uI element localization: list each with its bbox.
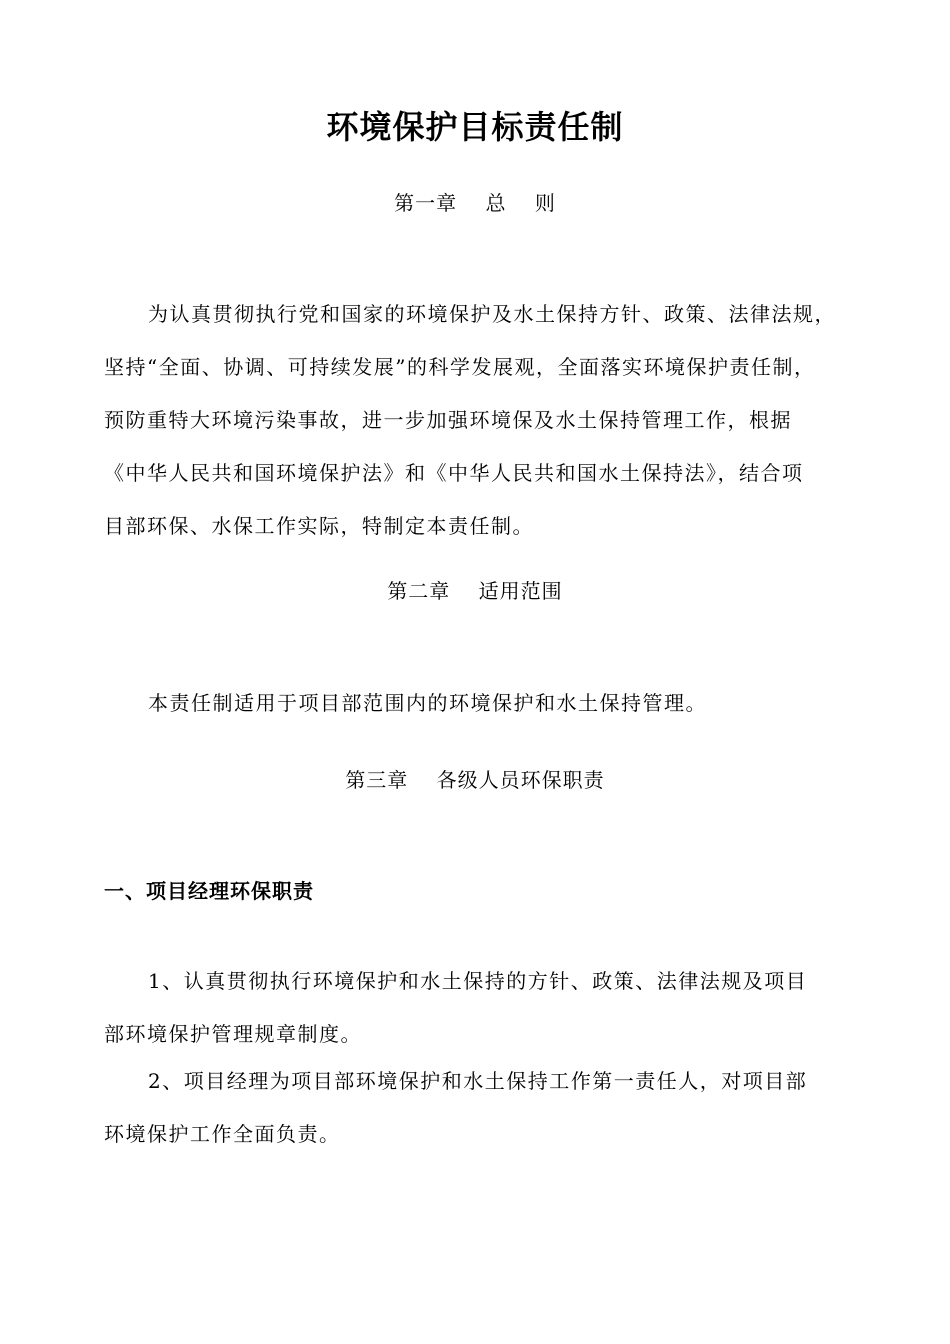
- paragraph-line: 坚持“全面、协调、可持续发展”的科学发展观，全面落实环境保护责任制，: [104, 355, 816, 379]
- document-title: 环境保护目标责任制: [326, 108, 624, 146]
- chapter-2-paragraph: [104, 677, 864, 730]
- chapter-1-paragraph: [104, 288, 864, 553]
- section-item-1: [104, 955, 864, 1061]
- paragraph-line: 为认真贯彻执行党和国家的环境保护及水土保持方针、政策、法律法规，: [148, 302, 836, 326]
- paragraph-line: 目部环保、水保工作实际，特制定本责任制。: [104, 514, 534, 538]
- chapter-3-heading: 第三章 各级人员环保职责: [345, 768, 605, 792]
- chapter-2-heading: 第二章 适用范围: [387, 579, 563, 603]
- paragraph-line: 本责任制适用于项目部范围内的环境保护和水土保持管理。: [148, 691, 707, 715]
- section-heading: 一、项目经理环保职责: [104, 879, 314, 903]
- paragraph-line: 1、认真贯彻执行环境保护和水土保持的方针、政策、法律法规及项目: [148, 969, 808, 993]
- paragraph-line: 《中华人民共和国环境保护法》和《中华人民共和国水土保持法》，结合项: [104, 461, 804, 485]
- paragraph-line: 2、项目经理为项目部环境保护和水土保持工作第一责任人，对项目部: [148, 1069, 808, 1093]
- chapter-1-heading: 第一章 总 则: [394, 191, 556, 215]
- paragraph-line: 部环境保护管理规章制度。: [104, 1022, 362, 1046]
- section-item-2: [104, 1055, 864, 1161]
- paragraph-line: 预防重特大环境污染事故，进一步加强环境保及水土保持管理工作，根据: [104, 408, 792, 432]
- paragraph-line: 环境保护工作全面负责。: [104, 1122, 341, 1146]
